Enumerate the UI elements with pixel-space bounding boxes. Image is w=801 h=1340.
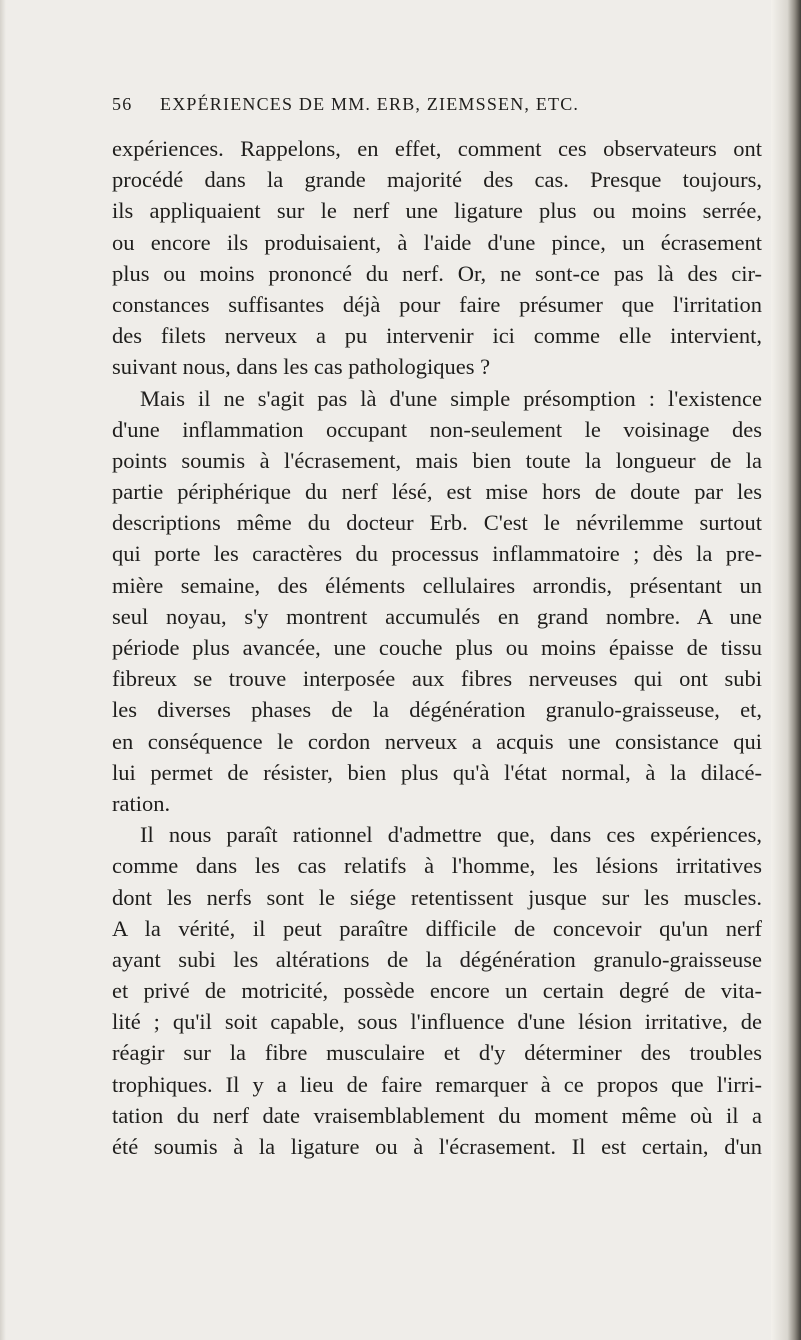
text-line: constances suffisantes déjà pour faire présumer que l'irritation <box>112 291 762 317</box>
text-line: plus ou moins prononcé du nerf. Or, ne sont-ce pas là des cir- <box>112 260 762 286</box>
text-line: en conséquence le cordon nerveux a acquis une consistance qui <box>112 728 762 754</box>
text-line: Mais il ne s'agit pas là d'une simple présomption : l'existence <box>140 385 762 411</box>
text-line: d'une inflammation occupant non-seulement le voisinage des <box>112 416 762 442</box>
page-edge-left <box>0 0 6 1340</box>
body-text <box>112 133 762 1162</box>
text-line: trophiques. Il y a lieu de faire remarquer à ce propos que l'irri- <box>112 1071 762 1097</box>
running-head <box>112 94 762 120</box>
text-line: mière semaine, des éléments cellulaires arrondis, présentant un <box>112 572 762 598</box>
text-line: A la vérité, il peut paraître difficile de concevoir qu'un nerf <box>112 915 762 941</box>
text-line: comme dans les cas relatifs à l'homme, les lésions irritatives <box>112 853 762 879</box>
text-line: points soumis à l'écrasement, mais bien toute la longueur de la <box>112 447 762 473</box>
text-line: suivant nous, dans les cas pathologiques ? <box>112 354 491 380</box>
text-line: période plus avancée, une couche plus ou moins épaisse de tissu <box>112 635 762 660</box>
text-line: tation du nerf date vraisemblablement du moment même où il a <box>112 1102 762 1128</box>
text-line: qui porte les caractères du processus inflammatoire ; dès la pre- <box>112 541 762 567</box>
text-line: été soumis à la ligature ou à l'écrasement. Il est certain, d'un <box>112 1134 762 1159</box>
text-line: procédé dans la grande majorité des cas. Presque toujours, <box>112 167 762 193</box>
text-line: lui permet de résister, bien plus qu'à l'état normal, à la dilacé- <box>112 759 762 785</box>
text-line: lité ; qu'il soit capable, sous l'influence d'une lésion irritative, de <box>112 1009 762 1035</box>
text-line: partie périphérique du nerf lésé, est mise hors de doute par les <box>112 479 762 505</box>
text-line: et privé de motricité, possède encore un certain degré de vita- <box>112 978 762 1004</box>
text-line: Il nous paraît rationnel d'admettre que, dans ces expériences, <box>140 822 762 848</box>
text-line: ils appliquaient sur le nerf une ligature plus ou moins serrée, <box>112 198 762 224</box>
page-edge-right <box>771 0 801 1340</box>
text-line: ayant subi les altérations de la dégénération granulo-graisseuse <box>112 946 762 972</box>
text-line: fibreux se trouve interposée aux fibres nerveuses qui ont subi <box>112 666 762 692</box>
text-line: expériences. Rappelons, en effet, comment ces observateurs ont <box>112 136 762 161</box>
text-line: réagir sur la fibre musculaire et d'y déterminer des troubles <box>112 1040 762 1066</box>
text-line: dont les nerfs sont le siége retentissent jusque sur les muscles. <box>112 884 762 910</box>
running-head-title: EXPÉRIENCES DE MM. ERB, ZIEMSSEN, ETC. <box>160 94 580 114</box>
text-line: des filets nerveux a pu intervenir ici comme elle intervient, <box>112 323 762 349</box>
text-line: ration. <box>112 790 171 816</box>
text-line: les diverses phases de la dégénération granulo-graisseuse, et, <box>112 697 762 723</box>
text-line: ou encore ils produisaient, à l'aide d'une pince, un écrasement <box>112 229 762 255</box>
text-line: seul noyau, s'y montrent accumulés en grand nombre. A une <box>112 603 762 629</box>
text-line: descriptions même du docteur Erb. C'est le névrilemme surtout <box>112 510 762 536</box>
page-number: 56 <box>112 94 133 114</box>
